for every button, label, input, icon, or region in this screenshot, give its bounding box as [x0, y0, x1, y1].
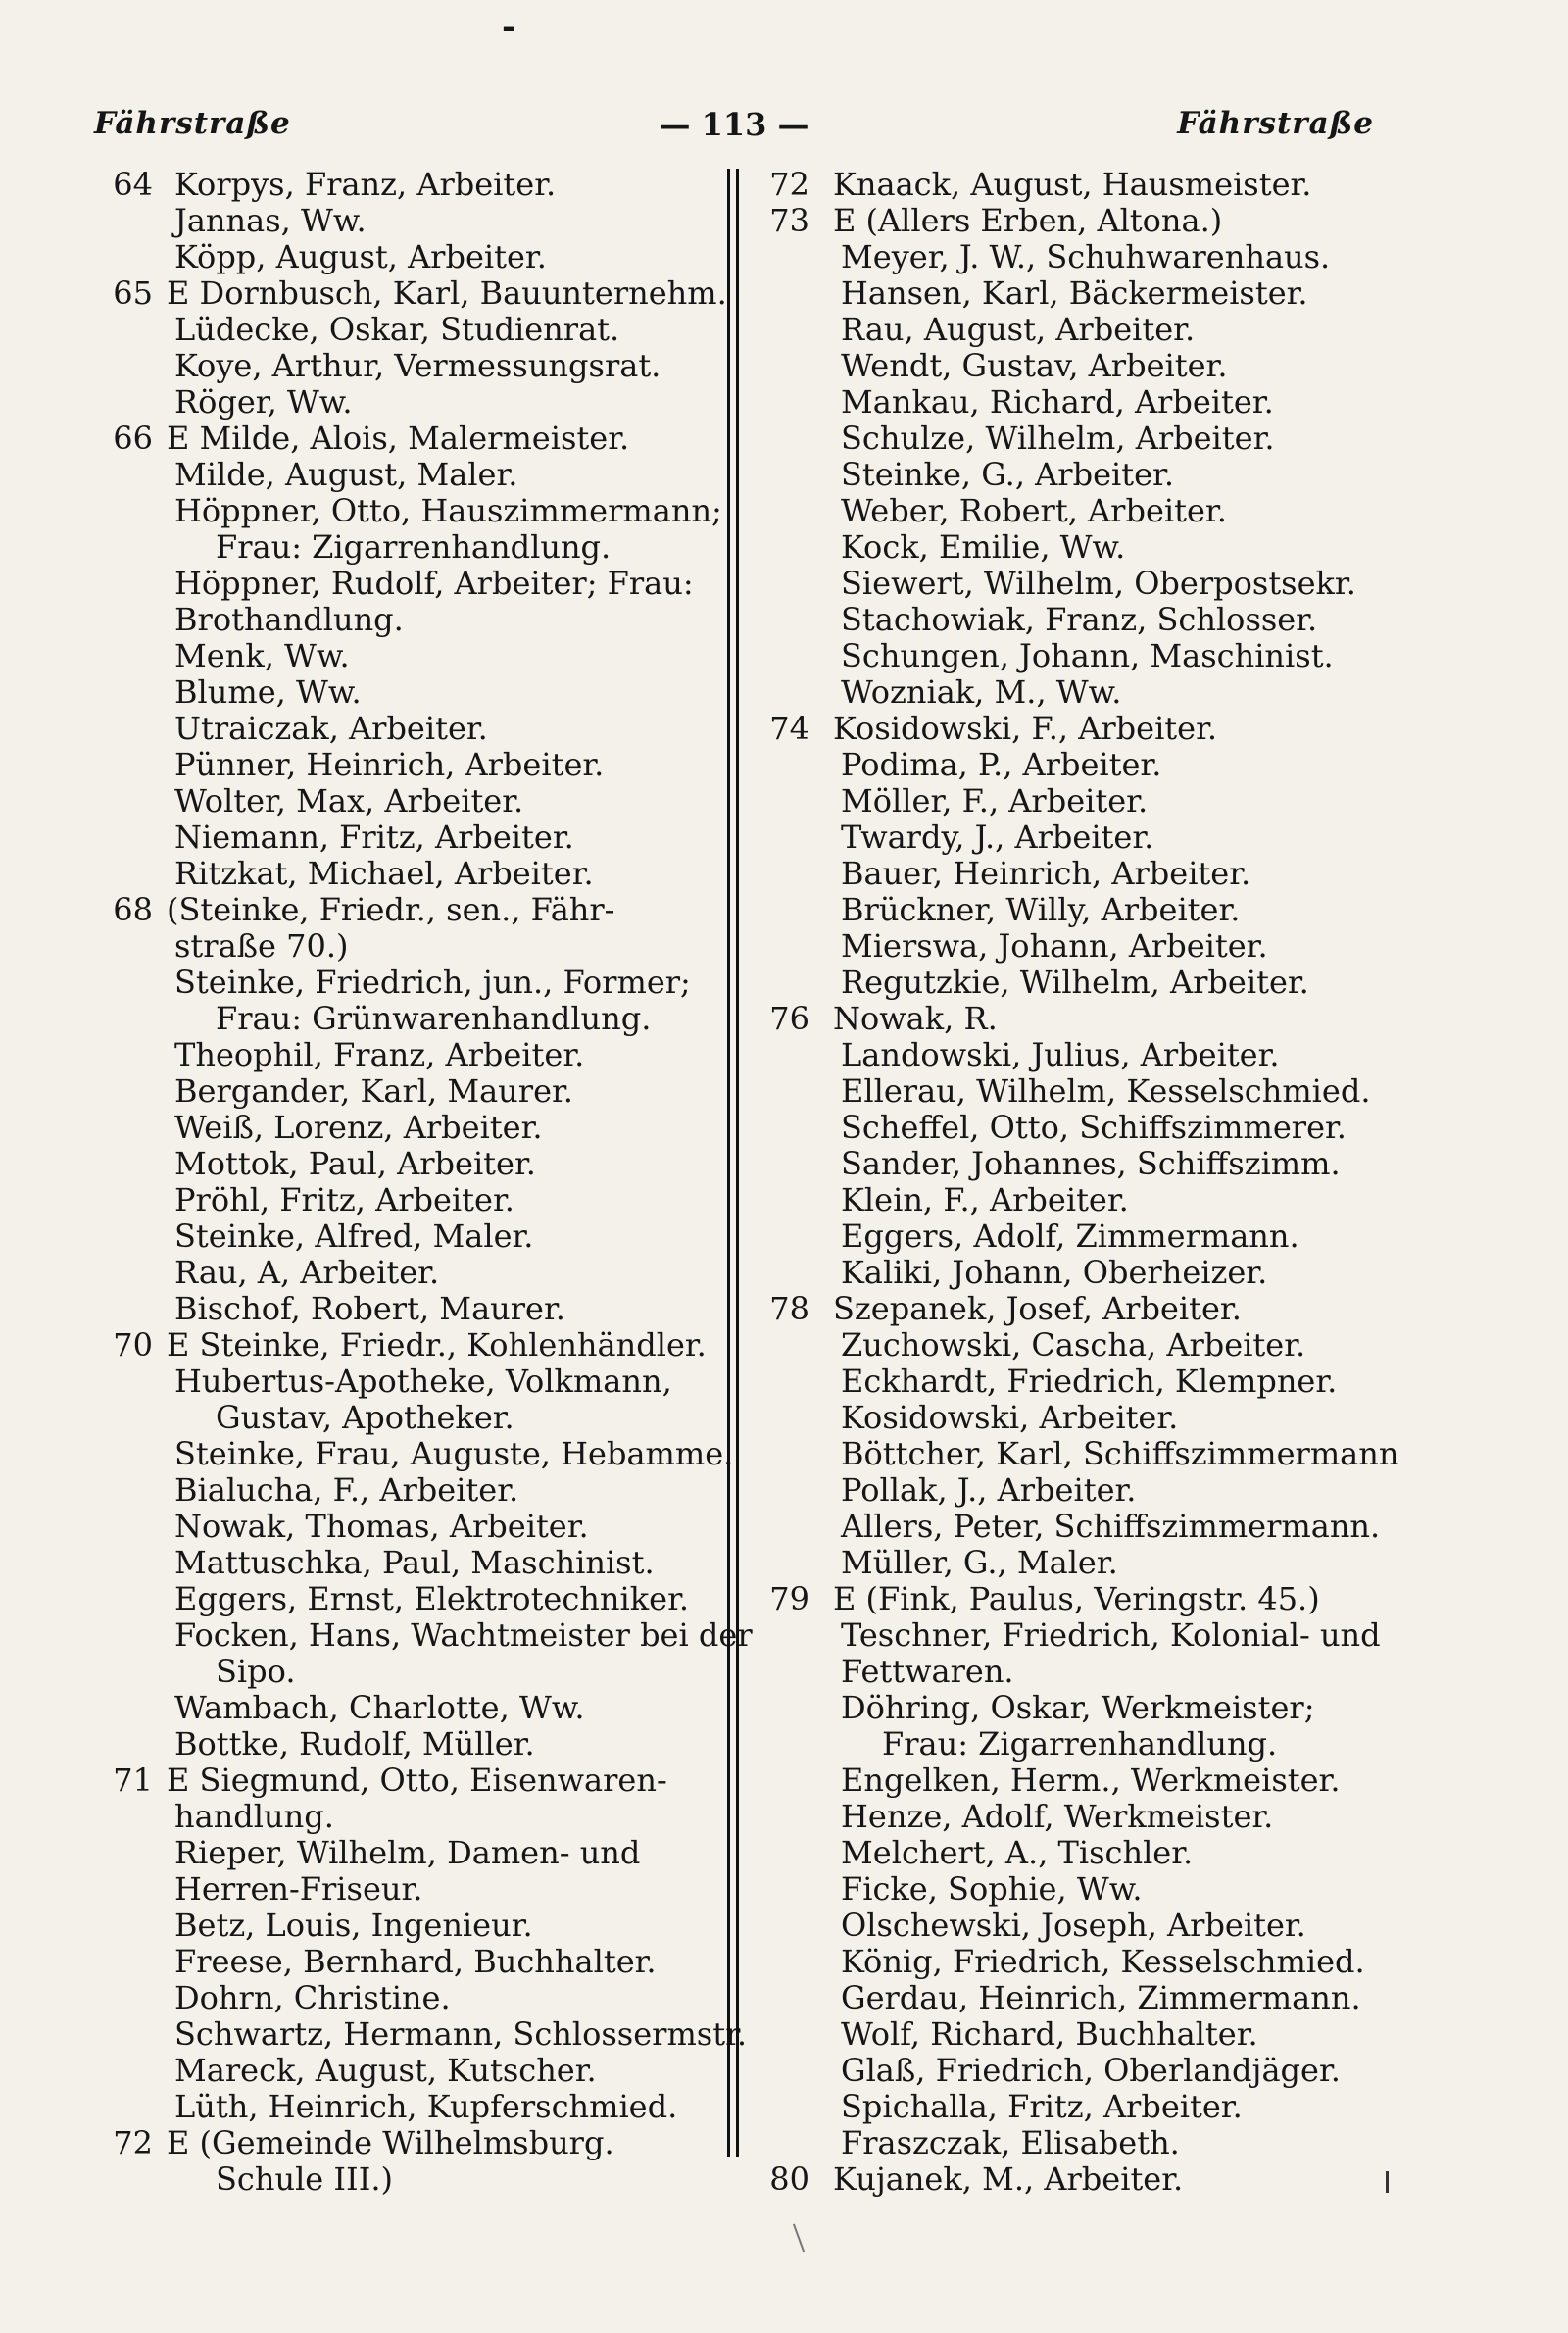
- resident-entry: König, Friedrich, Kesselschmied.: [841, 1943, 1365, 1980]
- directory-line: [757, 1726, 1384, 1762]
- directory-line: [757, 1472, 1384, 1509]
- directory-line: [757, 1545, 1384, 1581]
- resident-entry: Schwartz, Hermann, Schlossermstr.: [174, 2015, 748, 2053]
- directory-line: [94, 1654, 717, 1690]
- directory-line: [757, 457, 1384, 493]
- resident-entry: Schule III.): [216, 2160, 393, 2198]
- resident-entry: Koye, Arthur, Vermessungsrat.: [174, 347, 662, 384]
- house-number: 72: [113, 2124, 153, 2161]
- directory-line: [757, 747, 1384, 783]
- resident-entry: Landowski, Julius, Arbeiter.: [841, 1036, 1280, 1073]
- directory-line: [757, 1908, 1384, 1944]
- directory-line: [757, 2125, 1384, 2161]
- directory-line: [757, 312, 1384, 348]
- resident-entry: Döhring, Oskar, Werkmeister;: [841, 1689, 1315, 1726]
- directory-line: [94, 674, 717, 711]
- directory-line: [94, 492, 722, 529]
- directory-line: [94, 239, 717, 275]
- directory-line: [94, 856, 717, 892]
- resident-entry: Kosidowski, F., Arbeiter.: [833, 710, 1218, 747]
- resident-entry: Korpys, Franz, Arbeiter.: [174, 166, 557, 203]
- directory-line: [94, 1944, 717, 1980]
- directory-line: [757, 2161, 1384, 2198]
- directory-line: [757, 2016, 1384, 2053]
- directory-line: [94, 384, 717, 421]
- resident-entry: Spichalla, Fritz, Arbeiter.: [841, 2088, 1243, 2125]
- resident-entry: Kock, Emilie, Ww.: [841, 528, 1126, 566]
- directory-line: [94, 1001, 717, 1037]
- directory-line: [94, 1255, 717, 1291]
- directory-line: [94, 928, 717, 965]
- directory-line: [94, 1509, 717, 1545]
- directory-line: [757, 1037, 1384, 1073]
- directory-line: [757, 1400, 1384, 1436]
- resident-entry: Podima, P., Arbeiter.: [841, 746, 1162, 783]
- directory-line: [757, 384, 1384, 421]
- resident-entry: Dohrn, Christine.: [174, 1979, 451, 2016]
- resident-entry: E Siegmund, Otto, Eisenwaren-: [167, 1762, 667, 1799]
- directory-line: [94, 2089, 717, 2125]
- resident-entry: Bialucha, F., Arbeiter.: [174, 1471, 519, 1509]
- resident-entry: Frau: Grünwarenhandlung.: [216, 1000, 652, 1037]
- directory-line: [757, 493, 1384, 529]
- resident-entry: Müller, G., Maler.: [841, 1544, 1118, 1581]
- directory-line: [94, 1799, 717, 1835]
- resident-entry: Zuchowski, Cascha, Arbeiter.: [841, 1326, 1306, 1364]
- resident-entry: Weiß, Lorenz, Arbeiter.: [174, 1109, 543, 1146]
- resident-entry: Wolter, Max, Arbeiter.: [174, 782, 524, 819]
- resident-entry: Blume, Ww.: [174, 673, 362, 711]
- resident-entry: Kujanek, M., Arbeiter.: [833, 2160, 1184, 2198]
- resident-entry: E (Allers Erben, Altona.): [833, 202, 1223, 239]
- directory-line: [94, 2053, 717, 2089]
- resident-entry: Mottok, Paul, Arbeiter.: [174, 1145, 536, 1182]
- directory-line: [94, 711, 717, 747]
- directory-line: [757, 239, 1384, 275]
- resident-entry: E (Fink, Paulus, Veringstr. 45.): [833, 1580, 1320, 1617]
- resident-entry: Gustav, Apotheker.: [216, 1399, 514, 1436]
- resident-entry: Klein, F., Arbeiter.: [841, 1181, 1129, 1218]
- resident-entry: Hubertus-Apotheke, Volkmann,: [174, 1363, 672, 1400]
- directory-line: [757, 566, 1384, 602]
- resident-entry: Focken, Hans, Wachtmeister bei der: [174, 1616, 753, 1654]
- resident-entry: Sander, Johannes, Schiffszimm.: [841, 1145, 1341, 1182]
- house-number: 71: [113, 1762, 153, 1799]
- directory-line: [757, 203, 1384, 239]
- resident-entry: straße 70.): [174, 927, 349, 965]
- resident-entry: Mattuschka, Paul, Maschinist.: [174, 1544, 655, 1581]
- column-divider-second: [736, 169, 739, 2157]
- directory-line: [94, 783, 717, 819]
- resident-entry: E Milde, Alois, Malermeister.: [167, 420, 630, 457]
- resident-entry: Meyer, J. W., Schuhwarenhaus.: [841, 238, 1331, 275]
- resident-entry: Siewert, Wilhelm, Oberpostsekr.: [841, 565, 1356, 602]
- resident-entry: Steinke, G., Arbeiter.: [841, 456, 1174, 493]
- directory-line: [757, 1835, 1384, 1871]
- resident-entry: Menk, Ww.: [174, 637, 350, 674]
- directory-line: [94, 529, 717, 566]
- directory-line: [757, 1581, 1384, 1617]
- resident-entry: Kosidowski, Arbeiter.: [841, 1399, 1179, 1436]
- resident-entry: Wolf, Richard, Buchhalter.: [841, 2015, 1258, 2053]
- directory-line: [757, 819, 1384, 856]
- directory-line: [757, 1255, 1384, 1291]
- resident-entry: Bischof, Robert, Maurer.: [174, 1290, 565, 1327]
- directory-line: [757, 1654, 1384, 1690]
- page-header: [94, 106, 1374, 151]
- resident-entry: Allers, Peter, Schiffszimmermann.: [841, 1508, 1381, 1545]
- house-number: 76: [769, 1000, 809, 1037]
- directory-line: [757, 711, 1384, 747]
- resident-entry: Niemann, Fritz, Arbeiter.: [174, 819, 574, 856]
- resident-entry: Pollak, J., Arbeiter.: [841, 1471, 1137, 1509]
- resident-entry: Rau, August, Arbeiter.: [841, 311, 1196, 348]
- directory-line: [94, 457, 717, 493]
- resident-entry: Wendt, Gustav, Arbeiter.: [841, 347, 1228, 384]
- resident-entry: Eggers, Ernst, Elektrotechniker.: [174, 1580, 690, 1617]
- directory-line: [757, 275, 1384, 312]
- page-number: — 113 —: [659, 106, 809, 143]
- resident-entry: Höppner, Otto, Hauszimmermann;: [174, 492, 722, 529]
- resident-entry: Rau, A, Arbeiter.: [174, 1254, 440, 1291]
- header-street-left: Fährstraße: [94, 106, 291, 141]
- resident-entry: Bottke, Rudolf, Müller.: [174, 1725, 535, 1762]
- resident-entry: Nowak, R.: [833, 1000, 998, 1037]
- resident-entry: Hansen, Karl, Bäckermeister.: [841, 274, 1308, 312]
- directory-line: [757, 1182, 1384, 1218]
- directory-line: [94, 2015, 748, 2053]
- resident-entry: Fettwaren.: [841, 1653, 1014, 1690]
- resident-entry: Fraszczak, Elisabeth.: [841, 2124, 1180, 2161]
- directory-line: [94, 421, 717, 457]
- resident-entry: Regutzkie, Wilhelm, Arbeiter.: [841, 964, 1309, 1001]
- resident-entry: Bergander, Karl, Maurer.: [174, 1072, 573, 1110]
- directory-line: [757, 1435, 1399, 1472]
- resident-entry: Mierswa, Johann, Arbeiter.: [841, 927, 1268, 965]
- directory-line: [757, 1001, 1384, 1037]
- directory-line: [94, 2125, 717, 2161]
- resident-entry: Henze, Adolf, Werkmeister.: [841, 1798, 1274, 1835]
- resident-entry: E (Gemeinde Wilhelmsburg.: [167, 2124, 614, 2161]
- directory-line: [94, 1110, 717, 1146]
- resident-entry: Böttcher, Karl, Schiffszimmermann: [841, 1435, 1399, 1472]
- directory-line: [94, 1726, 717, 1762]
- resident-entry: Nowak, Thomas, Arbeiter.: [174, 1508, 589, 1545]
- directory-line: [94, 203, 717, 239]
- directory-line: [757, 1871, 1384, 1908]
- resident-entry: Köpp, August, Arbeiter.: [174, 238, 547, 275]
- resident-entry: Eckhardt, Friedrich, Klempner.: [841, 1363, 1338, 1400]
- resident-entry: Rieper, Wilhelm, Damen- und: [174, 1834, 641, 1871]
- resident-entry: Gerdau, Heinrich, Zimmermann.: [841, 1979, 1361, 2016]
- resident-entry: Steinke, Alfred, Maler.: [174, 1217, 534, 1255]
- directory-line: [757, 1110, 1384, 1146]
- directory-line: [757, 856, 1384, 892]
- resident-entry: Ficke, Sophie, Ww.: [841, 1870, 1143, 1908]
- resident-entry: Engelken, Herm., Werkmeister.: [841, 1762, 1341, 1799]
- directory-line: [94, 1616, 753, 1654]
- resident-entry: handlung.: [174, 1798, 334, 1835]
- house-number: 79: [769, 1580, 809, 1617]
- resident-entry: Steinke, Frau, Auguste, Hebamme.: [174, 1435, 734, 1472]
- resident-entry: Lüth, Heinrich, Kupferschmied.: [174, 2088, 678, 2125]
- directory-line: [757, 167, 1384, 203]
- directory-line: [94, 1835, 717, 1871]
- house-number: 68: [113, 891, 153, 928]
- directory-line: [94, 1545, 717, 1581]
- resident-entry: Möller, F., Arbeiter.: [841, 782, 1149, 819]
- directory-line: [757, 892, 1384, 928]
- resident-entry: Twardy, J., Arbeiter.: [841, 819, 1154, 856]
- resident-entry: Knaack, August, Hausmeister.: [833, 166, 1312, 203]
- directory-line: [757, 1327, 1384, 1364]
- directory-line: [94, 1364, 717, 1400]
- directory-line: [94, 1037, 717, 1073]
- directory-line: [757, 2089, 1384, 2125]
- resident-entry: Steinke, Friedrich, jun., Former;: [174, 964, 691, 1001]
- resident-entry: Schungen, Johann, Maschinist.: [841, 637, 1334, 674]
- directory-line: [94, 274, 727, 312]
- resident-entry: Wozniak, M., Ww.: [841, 673, 1122, 711]
- directory-line: [94, 167, 717, 203]
- directory-line: [94, 602, 717, 638]
- directory-line: [757, 529, 1384, 566]
- directory-line: [757, 928, 1384, 965]
- resident-entry: Stachowiak, Franz, Schlosser.: [841, 601, 1318, 638]
- resident-entry: Scheffel, Otto, Schiffszimmerer.: [841, 1109, 1347, 1146]
- directory-line: [757, 348, 1384, 384]
- directory-line: [94, 1146, 717, 1182]
- house-number: 74: [769, 710, 809, 747]
- margin-mark: [1386, 2171, 1389, 2193]
- directory-line: [757, 1291, 1384, 1327]
- directory-line: [757, 1690, 1384, 1726]
- paper-scuff: [793, 2224, 805, 2253]
- top-mark: -: [502, 8, 516, 47]
- house-number: 66: [113, 420, 153, 457]
- directory-line: [757, 421, 1384, 457]
- resident-entry: Herren-Friseur.: [174, 1870, 423, 1908]
- resident-entry: Höppner, Rudolf, Arbeiter; Frau:: [174, 565, 694, 602]
- directory-line: [94, 566, 717, 602]
- resident-entry: Theophil, Franz, Arbeiter.: [174, 1036, 585, 1073]
- resident-entry: Olschewski, Joseph, Arbeiter.: [841, 1907, 1306, 1944]
- directory-line: [757, 602, 1384, 638]
- directory-line: [757, 1980, 1384, 2016]
- resident-entry: Weber, Robert, Arbeiter.: [841, 492, 1227, 529]
- resident-entry: Eggers, Adolf, Zimmermann.: [841, 1217, 1299, 1255]
- directory-line: [94, 1908, 717, 1944]
- directory-line: [94, 1073, 717, 1110]
- resident-entry: Schulze, Wilhelm, Arbeiter.: [841, 420, 1275, 457]
- resident-entry: Mareck, August, Kutscher.: [174, 2052, 597, 2089]
- directory-line: [757, 638, 1384, 674]
- directory-line: [94, 1327, 717, 1364]
- directory-line: [757, 1799, 1384, 1835]
- directory-line: [757, 1944, 1384, 1980]
- resident-entry: Freese, Bernhard, Buchhalter.: [174, 1943, 657, 1980]
- resident-entry: Pünner, Heinrich, Arbeiter.: [174, 746, 605, 783]
- directory-line: [94, 892, 717, 928]
- directory-line: [94, 1762, 717, 1799]
- right-column: [757, 166, 1399, 2198]
- directory-line: [94, 638, 717, 674]
- house-number: 72: [769, 166, 809, 203]
- directory-line: [757, 965, 1384, 1001]
- resident-entry: Röger, Ww.: [174, 383, 353, 421]
- house-number: 73: [769, 202, 809, 239]
- resident-entry: Lüdecke, Oskar, Studienrat.: [174, 311, 620, 348]
- directory-line: [94, 1871, 717, 1908]
- resident-entry: Szepanek, Josef, Arbeiter.: [833, 1290, 1242, 1327]
- directory-line: [94, 1980, 717, 2016]
- directory-line: [94, 1581, 717, 1617]
- directory-line: [94, 747, 717, 783]
- directory-line: [757, 1762, 1384, 1799]
- resident-entry: Sipo.: [216, 1653, 296, 1690]
- directory-line: [757, 1617, 1384, 1654]
- header-street-right: Fährstraße: [1177, 106, 1374, 141]
- house-number: 78: [769, 1290, 809, 1327]
- resident-entry: (Steinke, Friedr., sen., Fähr-: [167, 891, 615, 928]
- directory-line: [94, 1291, 717, 1327]
- resident-entry: Melchert, A., Tischler.: [841, 1834, 1194, 1871]
- directory-line: [757, 783, 1384, 819]
- resident-entry: Utraiczak, Arbeiter.: [174, 710, 488, 747]
- directory-line: [94, 2161, 717, 2198]
- directory-line: [94, 312, 717, 348]
- directory-line: [94, 819, 717, 856]
- directory-line: [94, 1182, 717, 1218]
- resident-entry: Betz, Louis, Ingenieur.: [174, 1907, 533, 1944]
- resident-entry: Mankau, Richard, Arbeiter.: [841, 383, 1274, 421]
- resident-entry: Jannas, Ww.: [174, 202, 367, 239]
- resident-entry: E Dornbusch, Karl, Bauunternehm.: [167, 274, 727, 312]
- resident-entry: Wambach, Charlotte, Ww.: [174, 1689, 585, 1726]
- resident-entry: Milde, August, Maler.: [174, 456, 518, 493]
- resident-entry: E Steinke, Friedr., Kohlenhändler.: [167, 1326, 707, 1364]
- resident-entry: Ritzkat, Michael, Arbeiter.: [174, 855, 594, 892]
- directory-line: [94, 348, 717, 384]
- directory-line: [757, 674, 1384, 711]
- resident-entry: Ellerau, Wilhelm, Kesselschmied.: [841, 1072, 1371, 1110]
- resident-entry: Frau: Zigarrenhandlung.: [882, 1725, 1278, 1762]
- resident-entry: Pröhl, Fritz, Arbeiter.: [174, 1181, 514, 1218]
- directory-line: [757, 1073, 1384, 1110]
- directory-line: [94, 1435, 734, 1472]
- resident-entry: Brothandlung.: [174, 601, 404, 638]
- directory-line: [94, 1472, 717, 1509]
- resident-entry: Brückner, Willy, Arbeiter.: [841, 891, 1241, 928]
- directory-line: [757, 2053, 1384, 2089]
- house-number: 80: [769, 2160, 809, 2198]
- directory-line: [757, 1509, 1384, 1545]
- directory-line: [94, 1400, 717, 1436]
- directory-line: [94, 965, 717, 1001]
- directory-line: [757, 1146, 1384, 1182]
- directory-line: [757, 1218, 1384, 1255]
- resident-entry: Bauer, Heinrich, Arbeiter.: [841, 855, 1251, 892]
- house-number: 64: [113, 166, 153, 203]
- resident-entry: Kaliki, Johann, Oberheizer.: [841, 1254, 1268, 1291]
- resident-entry: Teschner, Friedrich, Kolonial- und: [841, 1616, 1381, 1654]
- directory-line: [757, 1364, 1384, 1400]
- house-number: 70: [113, 1326, 153, 1364]
- directory-line: [94, 1218, 717, 1255]
- column-divider: [727, 169, 730, 2157]
- directory-line: [94, 1690, 717, 1726]
- resident-entry: Frau: Zigarrenhandlung.: [216, 528, 612, 566]
- house-number: 65: [113, 274, 153, 312]
- left-column: [94, 166, 753, 2198]
- resident-entry: Glaß, Friedrich, Oberlandjäger.: [841, 2052, 1341, 2089]
